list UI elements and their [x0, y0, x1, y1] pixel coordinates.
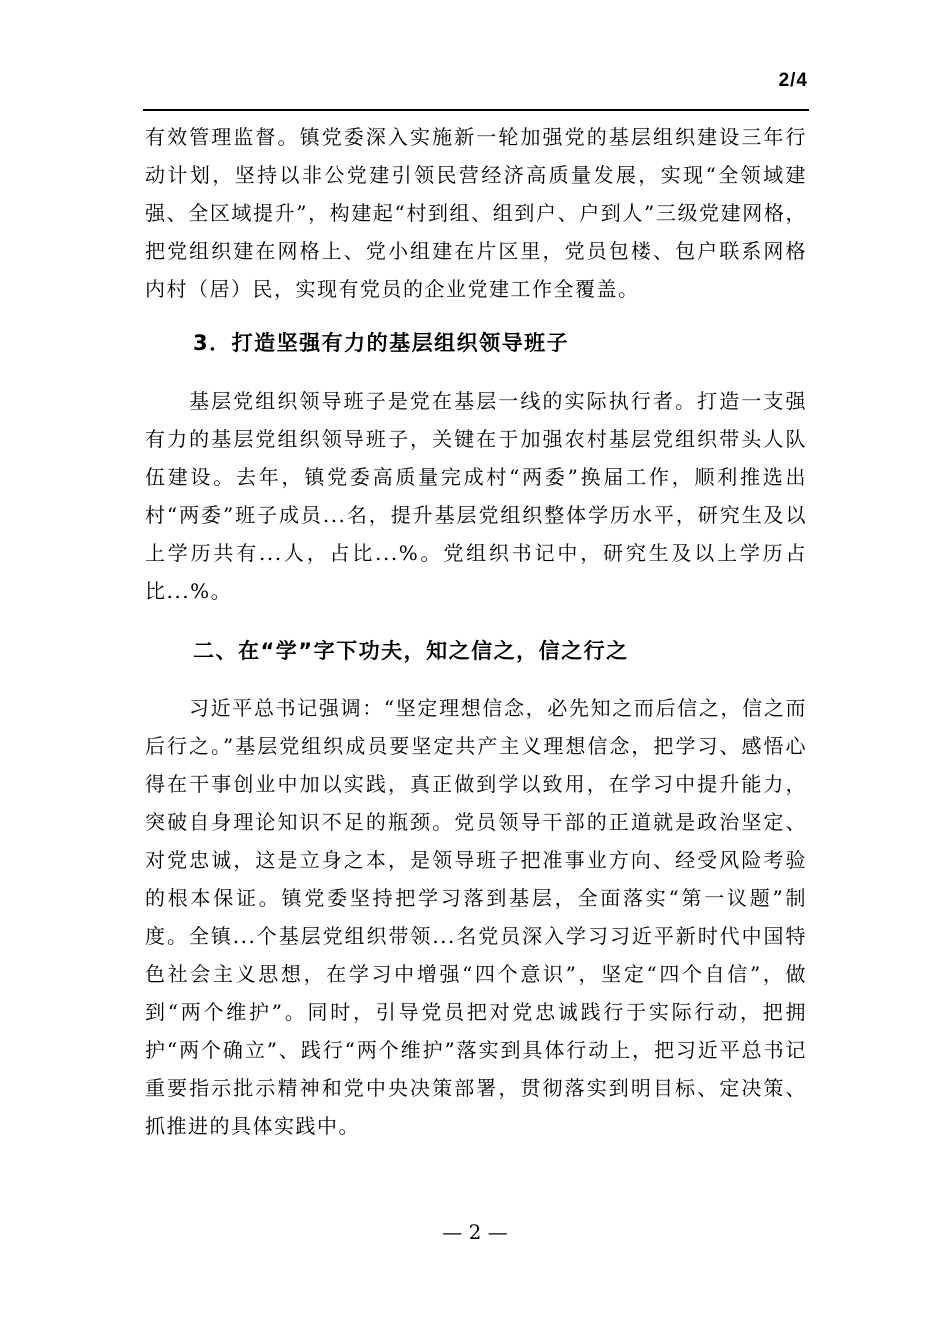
- paragraph-study: 习近平总书记强调：“坚定理想信念，必先知之而后信之，信之而后行之。”基层党组织成员要坚定共产主义理想信念，把学习、感悟心得在干事创业中加以实践，真正做到学以致用，在学习中提升能力，突破自身理论知识不足的瓶颈。党员领导干部的正道就是政治坚定、对党忠诚，这是立身之本，是领导班子把准事业方向、经受风险考验的根本保证。镇党委坚持把学习落到基层，全面落实“第一议题”制度。全镇...个基层党组织带领...名党员深入学习习近平新时代中国特色社会主义思想，在学习中增强“四个意识”，坚定“四个自信”，做到“两个维护”。同时，引导党员把对党忠诚践行于实际行动，把拥护“两个确立”、践行“两个维护”落实到具体行动上，把习近平总书记重要指示批示精神和党中央决策部署，贯彻落实到明目标、定决策、抓推进的具体实践中。: [145, 696, 807, 1138]
- header-divider: [143, 109, 809, 111]
- document-body: [145, 118, 807, 1145]
- footer-page-number: — 2 —: [442, 1220, 508, 1244]
- page-indicator: 2/4: [778, 70, 808, 91]
- section-heading: 二、在“学”字下功夫，知之信之，信之行之: [193, 639, 629, 663]
- paragraph-continuation: 有效管理监督。镇党委深入实施新一轮加强党的基层组织建设三年行动计划，坚持以非公党建引领民营经济高质量发展，实现“全领域建强、全区域提升”，构建起“村到组、组到户、户到人”三级党建网格，把党组织建在网格上、党小组建在片区里，党员包楼、包户联系网格内村（居）民，实现有党员的企业党建工作全覆盖。: [145, 125, 807, 301]
- paragraph-leadership: 基层党组织领导班子是党在基层一线的实际执行者。打造一支强有力的基层党组织领导班子，关键在于加强农村基层党组织带头人队伍建设。去年，镇党委高质量完成村“两委”换届工作，顺利推选出村“两委”班子成员...名，提升基层党组织整体学历水平，研究生及以上学历共有...人，占比...%。党组织书记中，研究生及以上学历占比...%。: [145, 389, 807, 603]
- subsection-heading: 3．打造坚强有力的基层组织领导班子: [193, 331, 570, 355]
